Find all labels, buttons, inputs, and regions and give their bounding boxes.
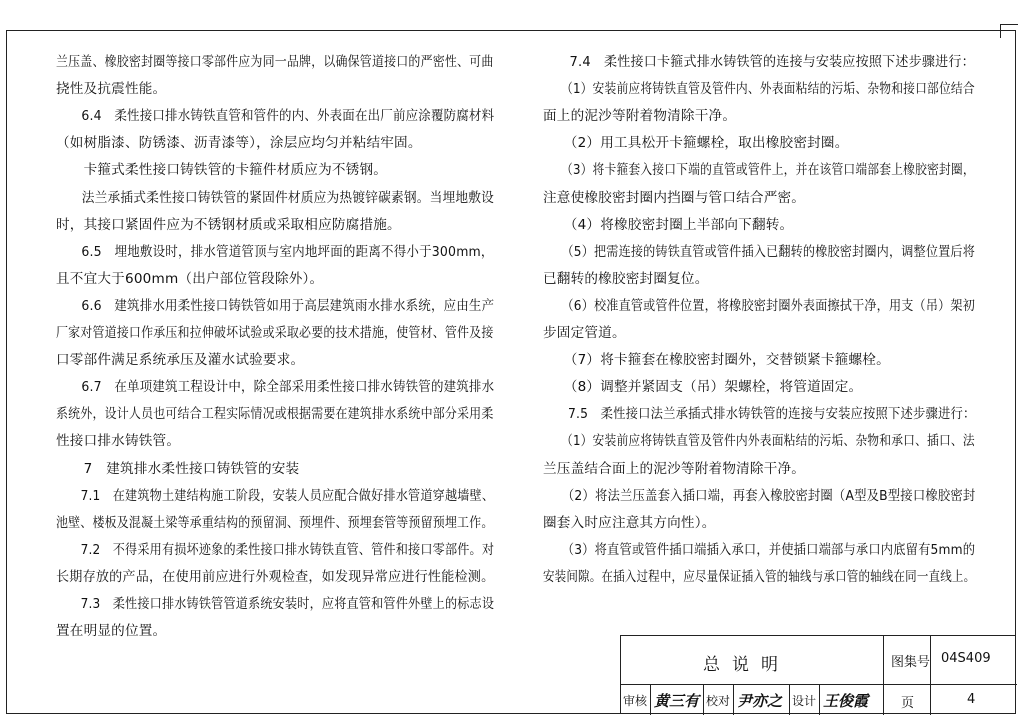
- text-line: 挠性及抗震性能。: [56, 81, 167, 98]
- text-line: 口零部件满足系统承压及灌水试验要求。: [56, 352, 305, 369]
- text-line: （1）安装前应将铸铁直管及管件内、外表面粘结的污垢、杂物和接口部位结合: [543, 81, 975, 98]
- text-line: 置在明显的位置。: [56, 623, 167, 640]
- reviewer-signature: 黄三有: [654, 692, 700, 710]
- text-line: 兰压盖、橡胶密封圈等接口零部件应为同一品牌，以确保管道接口的严密性、可曲: [56, 54, 494, 70]
- text-line: 7.3 柔性接口排水铸铁管管道系统安装时，应将直管和管件外壁上的标志设: [56, 596, 495, 612]
- text-line: （3）将直管或管件插口端插入承口，并使插口端部与承口内底留有5mm的: [543, 541, 976, 558]
- title-block-vline: [819, 684, 820, 715]
- text-line: 面上的泥沙等附着物清除干净。: [543, 108, 737, 125]
- text-line: 池壁、楼板及混凝土梁等承重结构的预留洞、预埋件、预埋套管等预留预埋工作。: [56, 514, 494, 531]
- corner-mark: [1000, 24, 1018, 38]
- text-line: 厂家对管道接口作承压和拉伸破坏试验或采取必要的技术措施，使管材、管件及接: [56, 325, 494, 341]
- check-label: 校对: [706, 694, 731, 708]
- text-line: 7.2 不得采用有损坏迹象的柔性接口排水铸铁直管、管件和接口零部件。对: [56, 541, 495, 558]
- title-block-vline: [703, 684, 704, 715]
- title-block-vline: [733, 684, 734, 715]
- text-line: 兰压盖结合面上的泥沙等附着物清除干净。: [543, 460, 806, 477]
- sheet-title: 总说明: [703, 655, 790, 675]
- text-line: （8）调整并紧固支（吊）架螺栓，将管道固定。: [543, 379, 863, 396]
- title-block-vline: [883, 636, 884, 715]
- text-line: 长期存放的产品，在使用前应进行外观检查，如发现异常应进行性能检测。: [56, 568, 495, 585]
- title-block-vline: [789, 684, 790, 715]
- page-number: 4: [967, 692, 976, 707]
- text-line: （如树脂漆、防锈漆、沥青漆等），涂层应均匀并粘结牢固。: [56, 135, 422, 152]
- atlas-number-label: 图集号: [891, 655, 931, 670]
- title-block-vline: [650, 684, 651, 715]
- text-line: 7 建筑排水柔性接口铸铁管的安装: [56, 460, 300, 477]
- title-block-vline: [930, 636, 931, 715]
- text-line: 步固定管道。: [543, 325, 626, 341]
- text-line: 注意使橡胶密封圈内挡圈与管口结合严密。: [543, 189, 806, 206]
- text-line: （4）将橡胶密封圈上半部向下翻转。: [543, 216, 794, 233]
- text-line: 7.4 柔性接口卡箍式排水铸铁管的连接与安装应按照下述步骤进行：: [543, 54, 975, 70]
- page-label: 页: [901, 696, 915, 711]
- designer-signature: 王俊霞: [823, 692, 869, 710]
- text-line: 6.6 建筑排水用柔性接口铸铁管如用于高层建筑雨水排水系统，应由生产: [56, 297, 495, 314]
- text-line: 6.4 柔性接口排水铸铁直管和管件的内、外表面在出厂前应涂覆防腐材料: [56, 108, 495, 125]
- text-line: （2）用工具松开卡箍螺栓，取出橡胶密封圈。: [543, 135, 849, 152]
- review-label: 审核: [623, 694, 648, 708]
- text-line: （5）把需连接的铸铁直管或管件插入已翻转的橡胶密封圈内，调整位置后将: [543, 243, 975, 260]
- text-line: （7）将卡箍套在橡胶密封圈外，交替锁紧卡箍螺栓。: [543, 352, 890, 369]
- checker-signature: 尹亦之: [737, 692, 783, 710]
- text-line: （2）将法兰压盖套入插口端，再套入橡胶密封圈（A型及B型接口橡胶密封: [543, 487, 976, 504]
- title-block: [620, 635, 1016, 714]
- text-line: 7.1 在建筑物土建结构施工阶段，安装人员应配合做好排水管道穿越墙壁、: [56, 487, 495, 504]
- text-line: 时，其接口紧固件应为不锈钢材质或采取相应防腐措施。: [56, 216, 401, 233]
- design-label: 设计: [792, 694, 817, 708]
- text-line: 卡箍式柔性接口铸铁管的卡箍件材质应为不锈钢。: [56, 162, 388, 179]
- text-line: 系统外，设计人员也可结合工程实际情况或根据需要在建筑排水系统中部分采用柔: [56, 406, 494, 423]
- text-line: （3）将卡箍套入接口下端的直管或管件上，并在该管口端部套上橡胶密封圈，: [543, 162, 975, 179]
- atlas-number: 04S409: [941, 651, 991, 666]
- text-line: 已翻转的橡胶密封圈复位。: [543, 270, 709, 287]
- text-line: 性接口排水铸铁管。: [56, 433, 181, 450]
- text-line: （1）安装前应将铸铁直管及管件内外表面粘结的污垢、杂物和承口、插口、法: [543, 433, 975, 450]
- text-line: 圈套入时应注意其方向性）。: [543, 514, 716, 531]
- text-line: 6.5 埋地敷设时，排水管道管顶与室内地坪面的距离不得小于300mm，: [56, 243, 494, 260]
- text-line: 且不宜大于600mm（出户部位管段除外）。: [56, 270, 324, 287]
- text-line: 7.5 柔性接口法兰承插式排水铸铁管的连接与安装应按照下述步骤进行：: [543, 406, 976, 423]
- text-line: 6.7 在单项建筑工程设计中，除全部采用柔性接口排水铸铁管的建筑排水: [56, 379, 495, 396]
- text-line: 法兰承插式柔性接口铸铁管的紧固件材质应为热镀锌碳素钢。当埋地敷设: [56, 189, 495, 206]
- text-line: （6）校准直管或管件位置，将橡胶密封圈外表面擦拭干净，用支（吊）架初: [543, 297, 975, 314]
- text-line: 安装间隙。在插入过程中，应尽量保证插入管的轴线与承口管的轴线在同一直线上。: [543, 568, 976, 585]
